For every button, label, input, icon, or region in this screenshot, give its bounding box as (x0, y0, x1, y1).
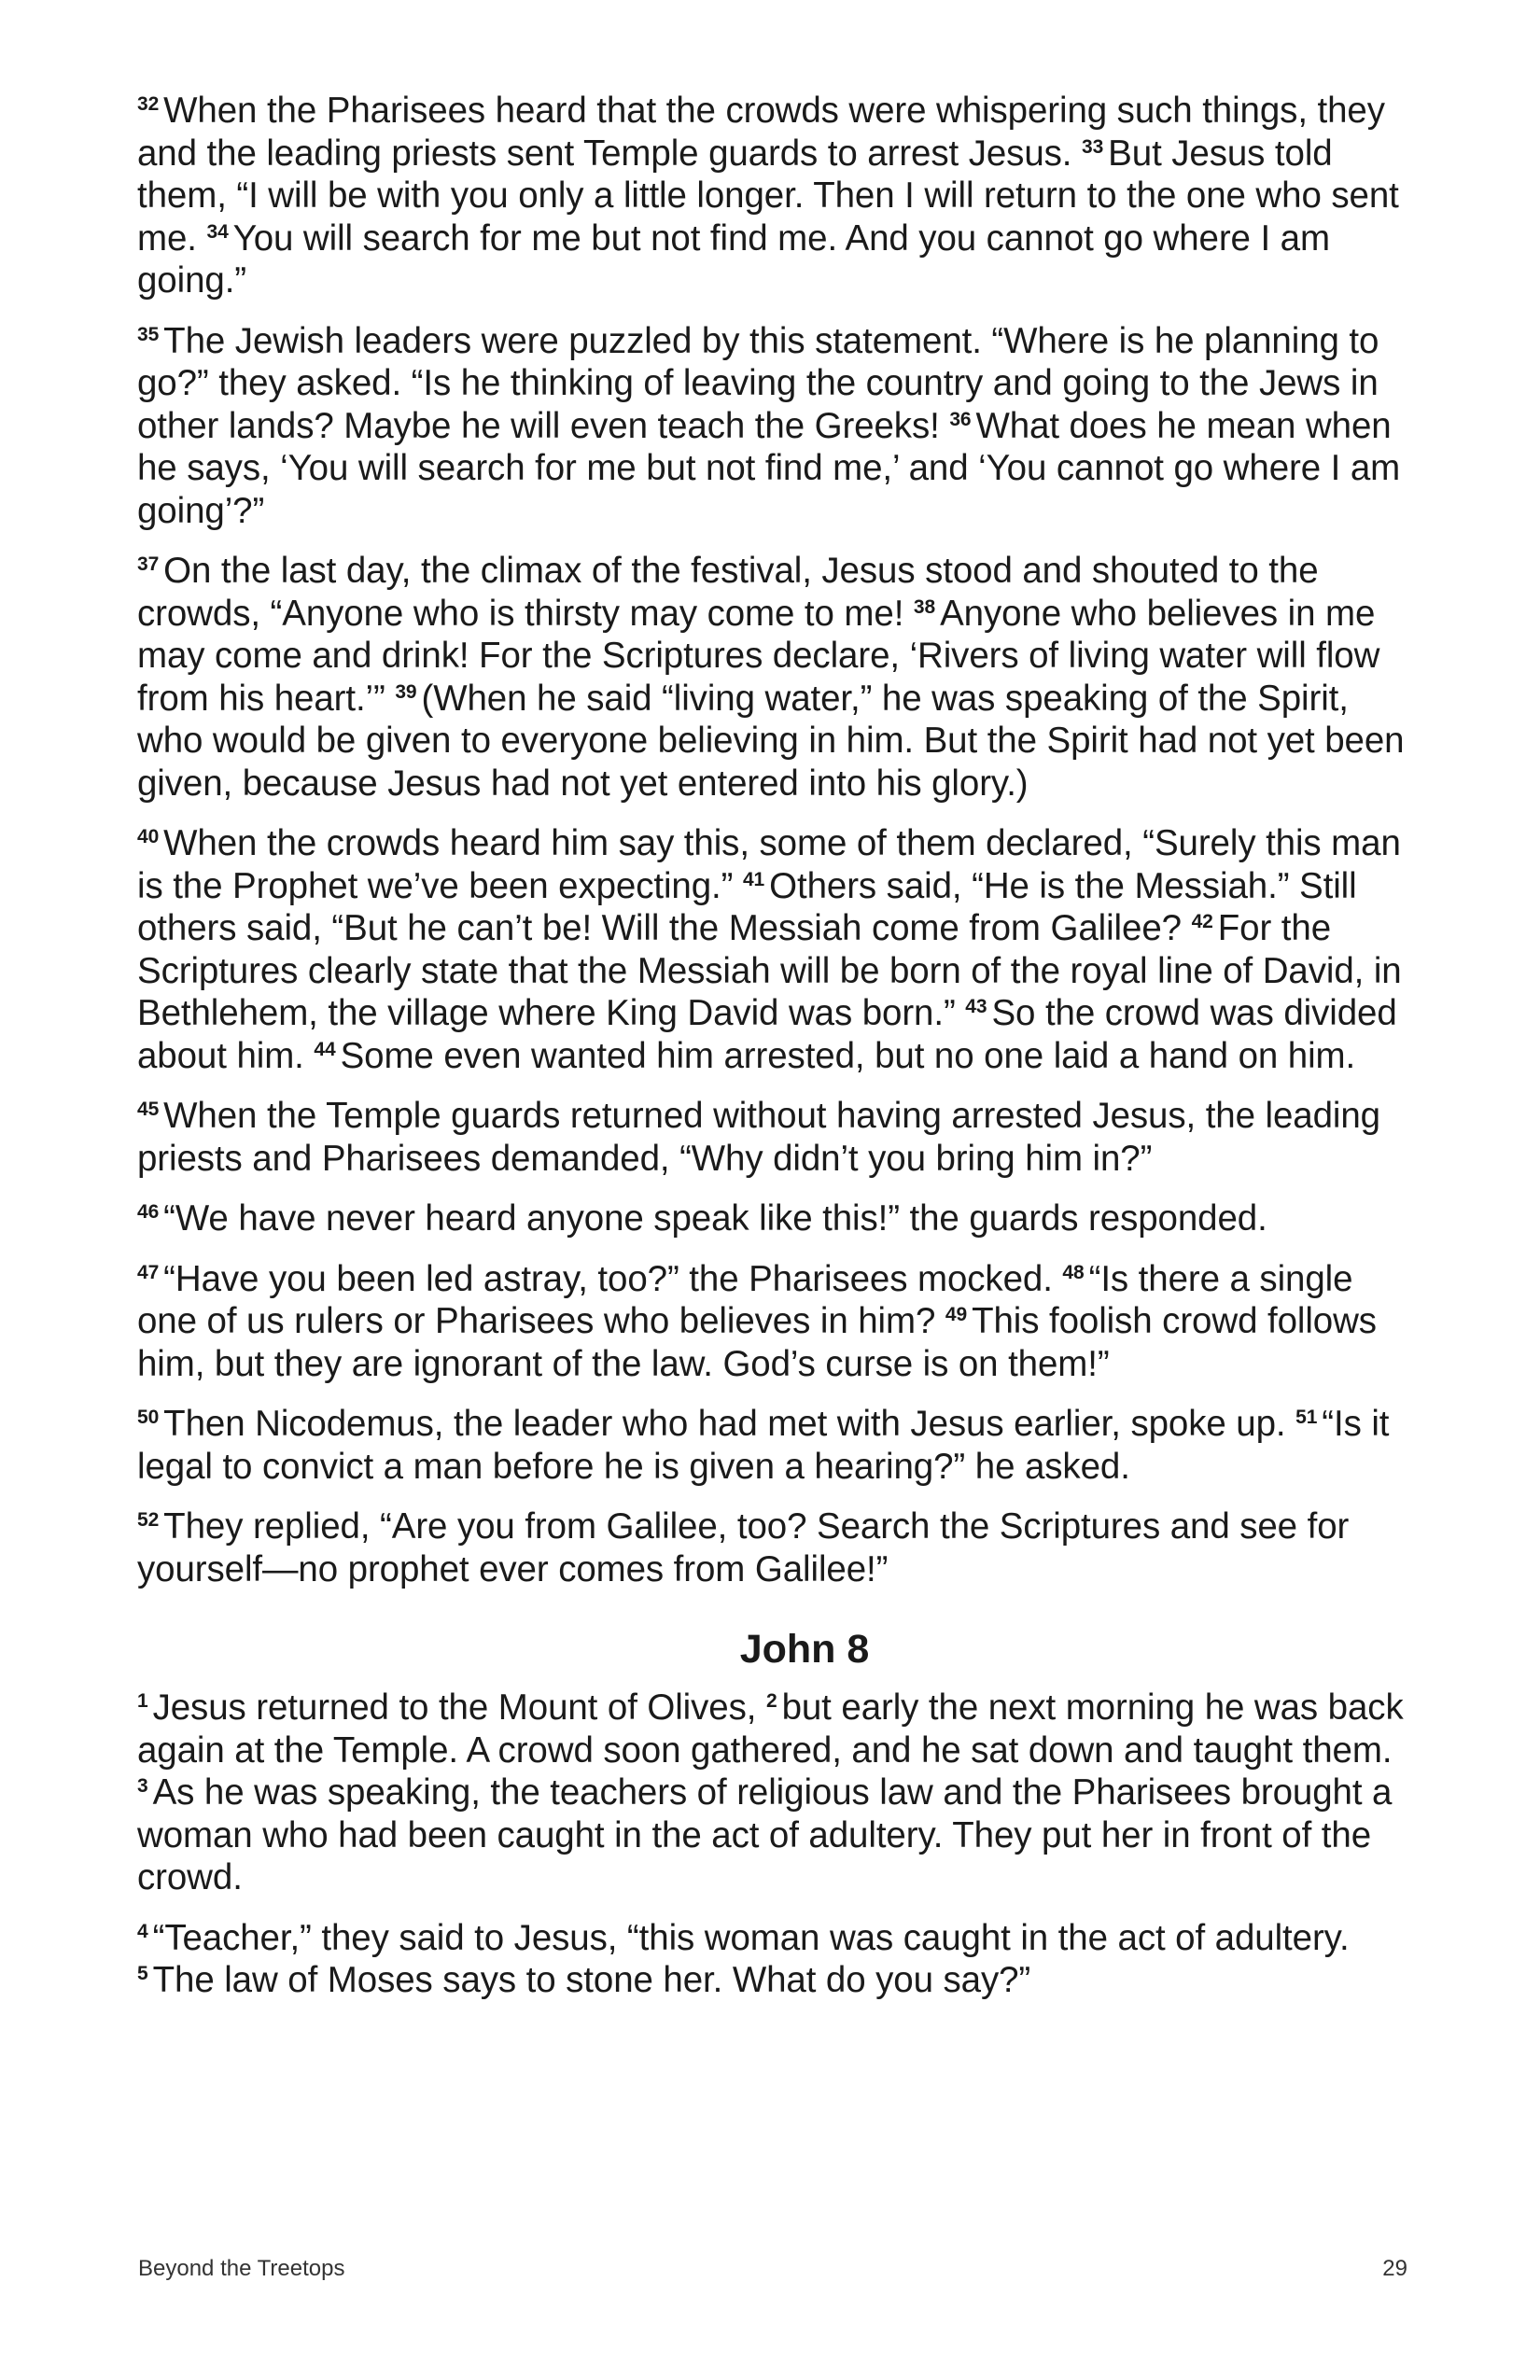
verse-text: You will search for me but not find me. And you cannot go where I am going.” (137, 217, 1330, 301)
paragraph (137, 320, 1416, 533)
verse-number: 1 (137, 1690, 148, 1712)
verse-text: But Jesus told them, “I will be with you only a little longer. Then I will return to the one who sent me. (137, 133, 1399, 259)
verse-number: 37 (137, 553, 160, 575)
verse-text: So the crowd was divided about him. (137, 993, 1397, 1076)
verse-text: When the crowds heard him say this, some of them declared, “Surely this man is the Prophet we’ve been expecting.” (137, 823, 1401, 906)
verse-text: For the Scriptures clearly state that the Messiah will be born of the royal line of David, in Bethlehem, the village where King David was born.” (137, 908, 1402, 1033)
paragraph (137, 1403, 1416, 1488)
verse-text: When the Pharisees heard that the crowds were whispering such things, they and the leading priests sent Temple guards to arrest Jesus. (137, 91, 1385, 174)
verse-number: 32 (137, 93, 160, 115)
verse-number: 38 (913, 595, 936, 618)
chapter-8-text (137, 1687, 1416, 2002)
verse-text: (When he said “living water,” he was speaking of the Spirit, who would be given to everyone believing in him. But the Spirit had not yet been given, because Jesus had not yet entered into his glory.) (137, 678, 1405, 804)
verse-number: 36 (949, 408, 972, 430)
verse-text: Some even wanted him arrested, but no one laid a hand on him. (340, 1035, 1356, 1076)
page-body (137, 90, 1416, 2020)
paragraph (137, 1258, 1416, 1386)
verse-text: “Is there a single one of us rulers or Pharisees who believes in him? (137, 1258, 1353, 1341)
verse-number: 40 (137, 826, 160, 847)
verse-text: “We have never heard anyone speak like this!” the guards responded. (163, 1198, 1267, 1239)
verse-text: The law of Moses says to stone her. What do you say?” (152, 1960, 1031, 2000)
verse-number: 39 (395, 680, 417, 703)
verse-number: 43 (965, 996, 987, 1017)
verse-number: 47 (137, 1261, 160, 1283)
verse-number: 34 (206, 220, 229, 243)
paragraph (137, 822, 1416, 1077)
verse-text: As he was speaking, the teachers of religious law and the Pharisees brought a woman who had been caught in the act of adultery. They put her in front of the crowd. (137, 1772, 1393, 1897)
verse-text: Others said, “He is the Messiah.” Still others said, “But he can’t be! Will the Messiah come from Galilee? (137, 865, 1357, 948)
verse-number: 46 (137, 1201, 160, 1223)
verse-number: 51 (1295, 1407, 1318, 1428)
verse-number: 4 (137, 1920, 148, 1942)
verse-text: “Is it legal to convict a man before he is given a hearing?” he asked. (137, 1404, 1390, 1487)
verse-number: 50 (137, 1407, 160, 1428)
paragraph (137, 1917, 1416, 2002)
verse-text: “Teacher,” they said to Jesus, “this woman was caught in the act of adultery. (152, 1917, 1350, 1958)
verse-number: 3 (137, 1775, 148, 1797)
verse-text: The Jewish leaders were puzzled by this statement. “Where is he planning to go?” they asked. “Is he thinking of leaving the country and going to the Jews in other lands? Maybe he will even teach the Greeks! (137, 320, 1379, 446)
verse-text: They replied, “Are you from Galilee, too? Search the Scriptures and see for yourself—no prophet ever comes from Galilee!” (137, 1506, 1350, 1589)
verse-number: 45 (137, 1099, 160, 1120)
verse-number: 44 (314, 1038, 336, 1060)
verse-text: but early the next morning he was back again at the Temple. A crowd soon gathered, and he sat down and taught them. (137, 1687, 1404, 1771)
chapter-heading: John 8 (739, 1627, 870, 1672)
verse-number: 2 (765, 1690, 777, 1712)
verse-text: Anyone who believes in me may come and drink! For the Scriptures declare, ‘Rivers of living water will flow from his heart.’” (137, 593, 1380, 719)
verse-number: 5 (137, 1963, 148, 1984)
verse-text: On the last day, the climax of the festival, Jesus stood and shouted to the crowds, “Anyone who is thirsty may come to me! (137, 551, 1319, 634)
paragraph (137, 1687, 1416, 1899)
paragraph (137, 1095, 1416, 1180)
footer-book-title: Beyond the Treetops (138, 2256, 345, 2281)
verse-text: What does he mean when he says, ‘You will search for me but not find me,’ and ‘You cannot go where I am going’?” (137, 405, 1401, 531)
verse-text: This foolish crowd follows him, but they are ignorant of the law. God’s curse is on them!” (137, 1301, 1377, 1384)
verse-number: 41 (742, 868, 765, 890)
footer-page-number: 29 (1382, 2256, 1407, 2281)
verse-text: “Have you been led astray, too?” the Pharisees mocked. (163, 1258, 1053, 1299)
verse-text: When the Temple guards returned without having arrested Jesus, the leading priests and Pharisees demanded, “Why didn’t you bring him in?” (137, 1096, 1380, 1179)
chapter-7-text (137, 90, 1416, 1590)
verse-number: 42 (1191, 911, 1213, 932)
verse-number: 49 (945, 1304, 968, 1325)
verse-text: Then Nicodemus, the leader who had met with Jesus earlier, spoke up. (163, 1404, 1286, 1444)
paragraph (137, 90, 1416, 302)
paragraph (137, 550, 1416, 805)
verse-number: 33 (1082, 135, 1104, 158)
verse-number: 35 (137, 323, 160, 345)
paragraph (137, 1197, 1416, 1240)
verse-text: Jesus returned to the Mount of Olives, (152, 1687, 757, 1728)
verse-number: 52 (137, 1509, 160, 1531)
verse-number: 48 (1062, 1261, 1085, 1283)
paragraph (137, 1505, 1416, 1590)
